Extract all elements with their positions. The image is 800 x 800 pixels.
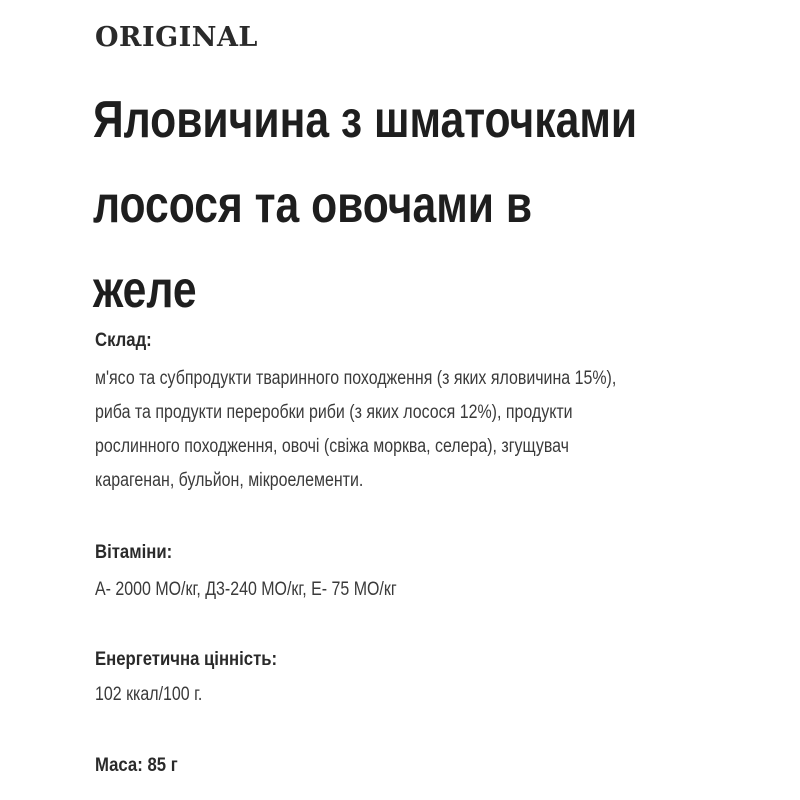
product-title-line-2: лосося та овочами в: [93, 176, 533, 234]
vitamins-text: A- 2000 МО/кг, Д3-240 МО/кг, E- 75 МО/кг: [95, 579, 397, 600]
product-title-line-1: Яловичина з шматочками: [93, 91, 638, 149]
brand-name: ORIGINAL: [95, 22, 258, 53]
product-title: [93, 78, 749, 333]
energy-text: 102 ккал/100 г.: [95, 684, 203, 705]
composition-text: [95, 362, 616, 498]
vitamins-label: Вітаміни:: [95, 542, 173, 563]
composition-line-4: карагенан, бульйон, мікроелементи.: [95, 470, 364, 491]
composition-label: Склад:: [95, 330, 152, 351]
product-title-line-3: желе: [93, 261, 197, 319]
composition-line-2: риба та продукти переробки риби (з яких лосося 12%), продукти: [95, 402, 573, 423]
mass-text: Маса: 85 г: [95, 755, 178, 776]
composition-line-3: рослинного походження, овочі (свіжа морква, селера), згущувач: [95, 436, 569, 457]
energy-label: Енергетична цінність:: [95, 649, 278, 670]
composition-line-1: м'ясо та субпродукти тваринного походження (з яких яловичина 15%),: [95, 368, 617, 389]
